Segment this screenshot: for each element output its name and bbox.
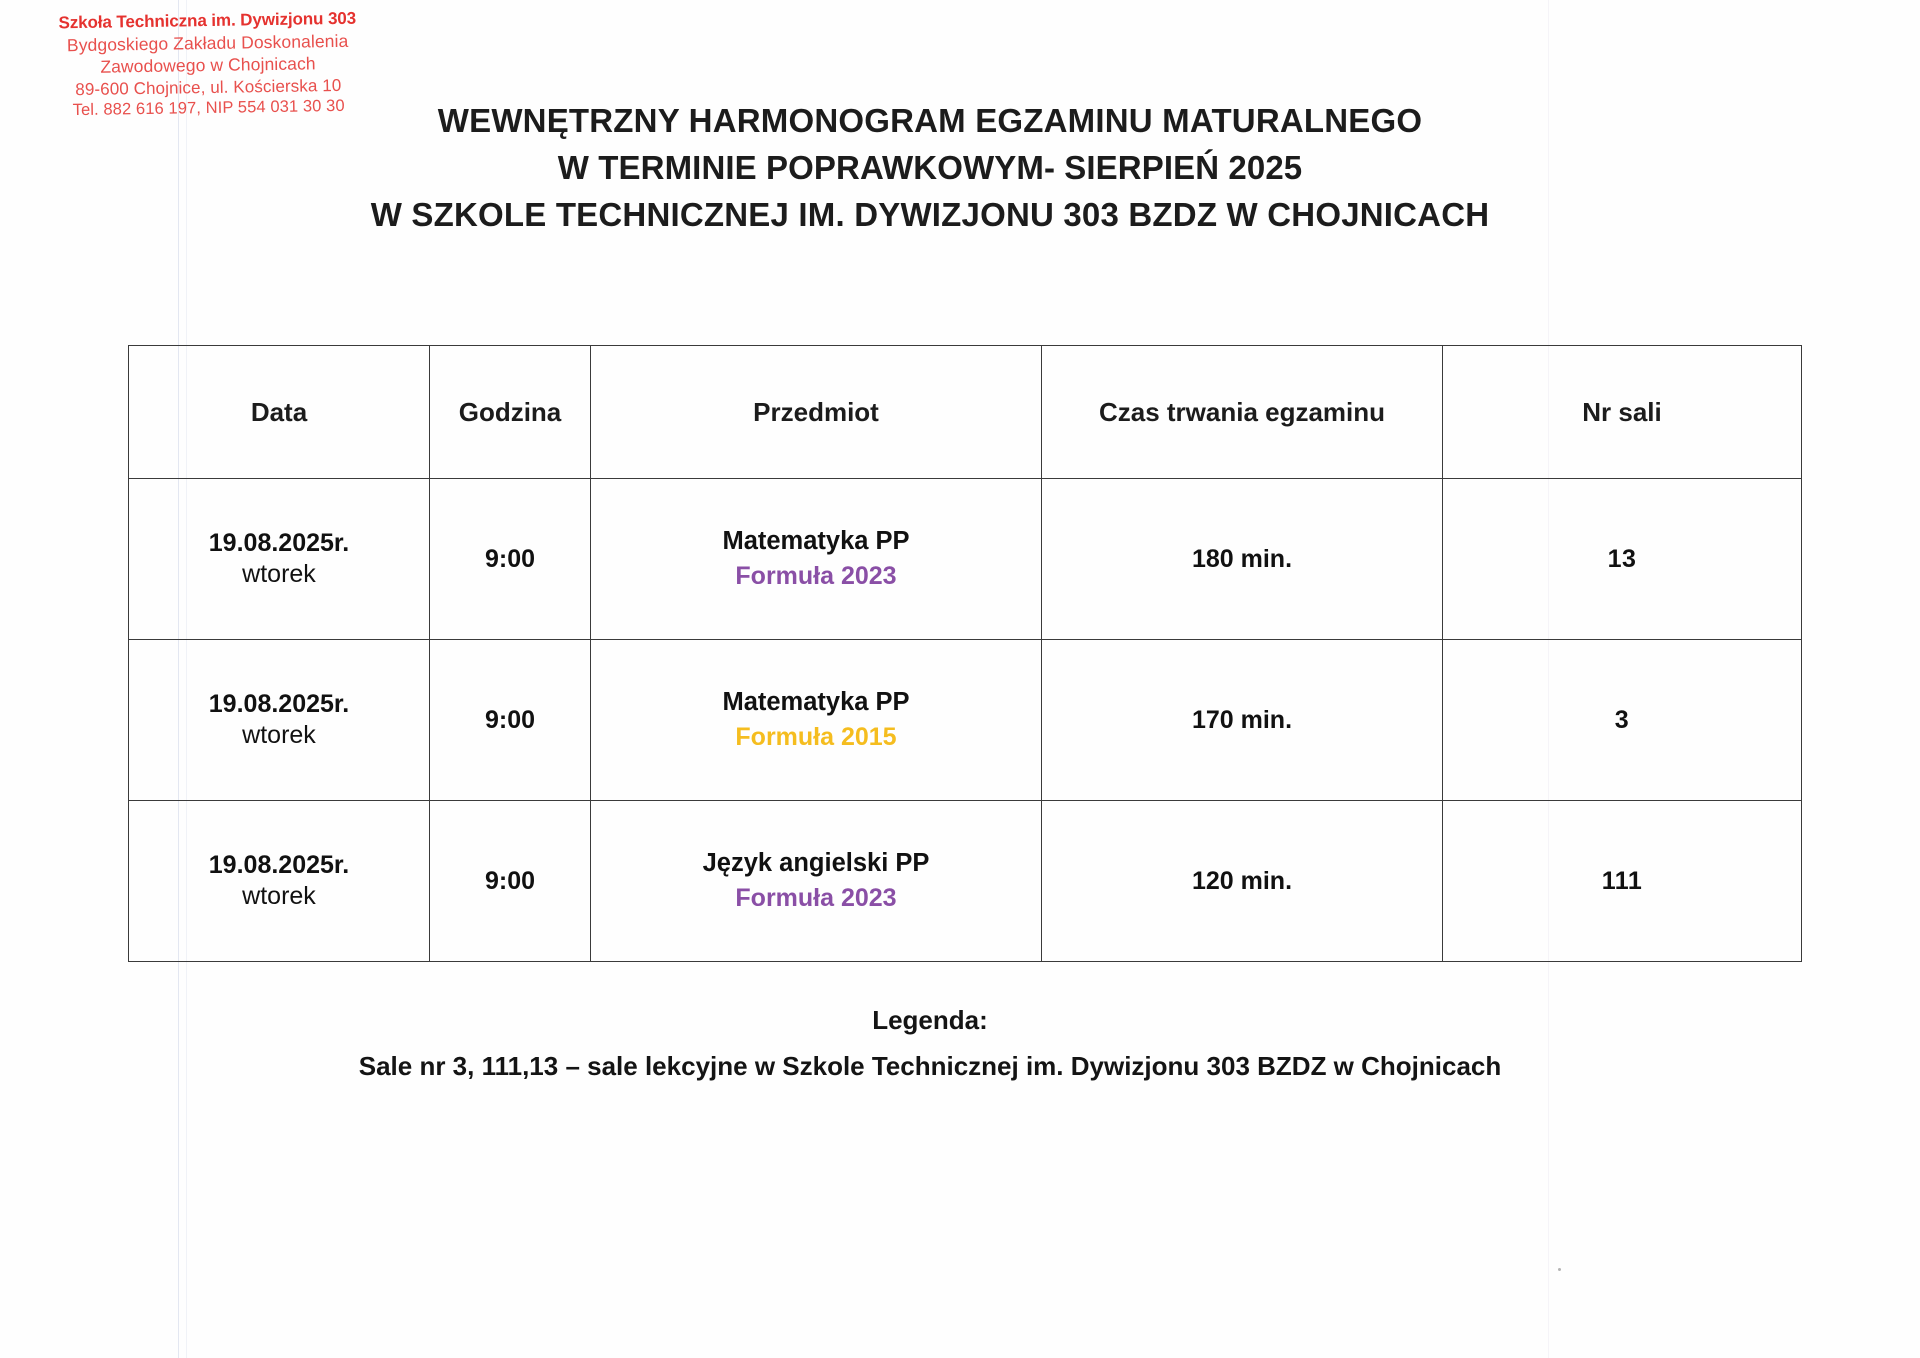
cell-date (129, 640, 430, 801)
stamp-line-contact: Tel. 882 616 197, NIP 554 031 30 30 (72, 97, 345, 120)
cell-date-value: 19.08.2025r. (208, 689, 350, 718)
exam-schedule-table (128, 345, 1802, 962)
cell-time: 9:00 (430, 801, 591, 962)
table-row (129, 479, 1802, 640)
cell-subject-name: Matematyka PP (722, 688, 910, 717)
cell-subject-name: Matematyka PP (722, 527, 910, 556)
cell-room: 111 (1443, 801, 1802, 962)
table-row (129, 801, 1802, 962)
legend-title: Legenda: (872, 1005, 988, 1035)
cell-room: 13 (1443, 479, 1802, 640)
cell-date (129, 801, 430, 962)
column-header-subject: Przedmiot (591, 346, 1042, 479)
cell-subject (591, 801, 1042, 962)
page-title (0, 98, 1860, 239)
cell-subject (591, 479, 1042, 640)
cell-subject (591, 640, 1042, 801)
cell-date-value: 19.08.2025r. (208, 850, 350, 879)
title-line-2: W TERMINIE POPRAWKOWYM- SIERPIEŃ 2025 (557, 148, 1303, 186)
column-header-time: Godzina (430, 346, 591, 479)
cell-subject-formula: Formuła 2015 (735, 722, 897, 751)
column-header-room: Nr sali (1443, 346, 1802, 479)
cell-room: 3 (1443, 640, 1802, 801)
stamp-line-address: 89-600 Chojnice, ul. Kościerska 10 (75, 75, 342, 99)
cell-subject-formula: Formuła 2023 (735, 883, 897, 912)
cell-duration: 170 min. (1042, 640, 1443, 801)
cell-date (129, 479, 430, 640)
legend (0, 1000, 1860, 1088)
column-header-date: Data (129, 346, 430, 479)
cell-subject-name: Język angielski PP (702, 849, 930, 878)
column-header-duration: Czas trwania egzaminu (1042, 346, 1443, 479)
stamp-line-organisation-cont: Zawodowego w Chojnicach (100, 53, 316, 77)
title-line-1: WEWNĘTRZNY HARMONOGRAM EGZAMINU MATURALNEGO (437, 102, 1423, 139)
exam-schedule-table-wrapper (128, 345, 1796, 962)
stamp-line-school-name: Szkoła Techniczna im. Dywizjonu 303 (58, 8, 357, 33)
table-body (129, 479, 1802, 962)
cell-time: 9:00 (430, 640, 591, 801)
title-line-3: W SZKOLE TECHNICZNEJ IM. DYWIZJONU 303 BZDZ W CHOJNICACH (370, 195, 1490, 233)
table-row (129, 640, 1802, 801)
cell-date-weekday: wtorek (242, 560, 316, 589)
cell-date-weekday: wtorek (242, 882, 316, 911)
cell-date-value: 19.08.2025r. (208, 528, 350, 557)
cell-subject-formula: Formuła 2023 (735, 561, 897, 590)
stamp-line-organisation: Bydgoskiego Zakładu Doskonalenia (66, 30, 349, 55)
cell-date-weekday: wtorek (242, 721, 316, 750)
cell-time: 9:00 (430, 479, 591, 640)
table-header-row (129, 346, 1802, 479)
cell-duration: 120 min. (1042, 801, 1443, 962)
cell-duration: 180 min. (1042, 479, 1443, 640)
table-header (129, 346, 1802, 479)
scan-artifact-speck (1558, 1268, 1561, 1271)
legend-description: Sale nr 3, 111,13 – sale lekcyjne w Szkole Technicznej im. Dywizjonu 303 BZDZ w Chojnicach (358, 1051, 1502, 1082)
